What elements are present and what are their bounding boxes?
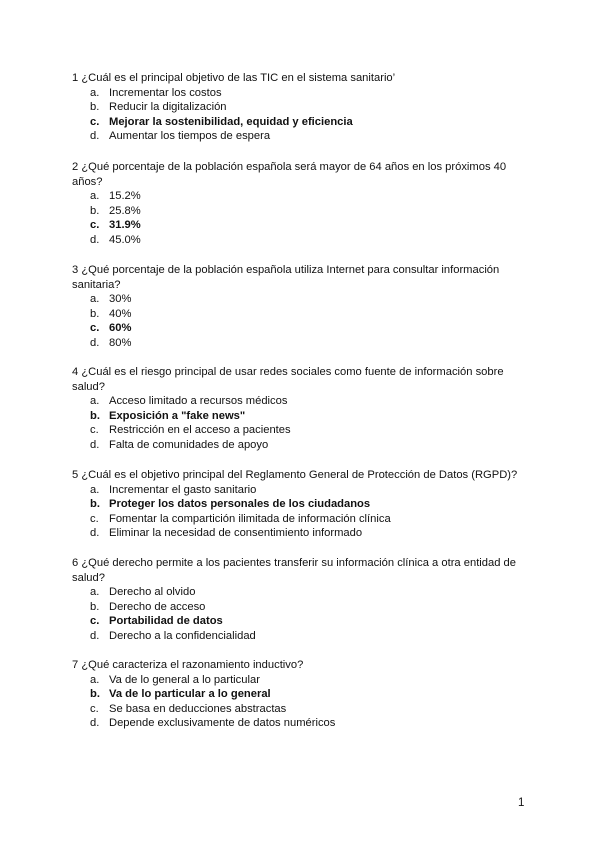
option-letter: d. xyxy=(90,233,100,246)
option-b-correct xyxy=(72,497,528,512)
option-letter: b. xyxy=(90,498,100,510)
option-text: 30% xyxy=(109,293,132,305)
option-letter: c. xyxy=(90,615,100,627)
option-b-correct xyxy=(72,687,528,702)
options-list xyxy=(72,394,528,452)
option-a xyxy=(72,86,528,101)
question-text: 5 ¿Cuál es el objetivo principal del Reglamento General de Protección de Datos (RGPD)? xyxy=(72,469,518,481)
option-text: Se basa en deducciones abstractas xyxy=(109,702,287,715)
option-letter: c. xyxy=(90,322,100,334)
option-c-correct xyxy=(72,321,528,336)
question-3 xyxy=(72,263,528,350)
option-c-correct xyxy=(72,218,528,233)
option-text: Derecho a la confidencialidad xyxy=(109,629,256,642)
options-list xyxy=(72,86,528,144)
option-letter: c. xyxy=(90,702,99,715)
option-letter: a. xyxy=(90,586,100,598)
question-text: 2 ¿Qué porcentaje de la población española será mayor de 64 años en los próximos 40 años? xyxy=(72,161,507,188)
option-text: Acceso limitado a recursos médicos xyxy=(109,395,288,407)
option-text: Incrementar el gasto sanitario xyxy=(109,483,257,496)
option-letter: b. xyxy=(90,101,100,113)
page-number: 1 xyxy=(518,797,525,809)
option-a xyxy=(72,483,528,498)
option-letter: b. xyxy=(90,688,100,700)
option-text: Aumentar los tiempos de espera xyxy=(109,130,271,142)
option-letter: d. xyxy=(90,527,100,539)
option-text: Reducir la digitalización xyxy=(109,101,227,113)
option-letter: a. xyxy=(90,293,100,305)
options-list xyxy=(72,292,528,350)
option-b-correct xyxy=(72,409,528,424)
option-d xyxy=(72,336,528,351)
question-2 xyxy=(72,160,528,247)
option-c-correct xyxy=(72,614,528,629)
option-a xyxy=(72,394,528,409)
option-letter: b. xyxy=(90,409,100,422)
option-letter: b. xyxy=(90,600,100,613)
option-d xyxy=(72,629,528,644)
option-text: Eliminar la necesidad de consentimiento informado xyxy=(109,527,363,539)
option-text: Portabilidad de datos xyxy=(109,615,223,627)
option-letter: d. xyxy=(90,130,100,142)
option-letter: d. xyxy=(90,336,100,349)
question-text: 3 ¿Qué porcentaje de la población española utiliza Internet para consultar información sanitaria? xyxy=(72,264,500,291)
option-b xyxy=(72,600,528,615)
option-b xyxy=(72,307,528,322)
option-d xyxy=(72,233,528,248)
option-letter: a. xyxy=(90,395,100,407)
options-list xyxy=(72,189,528,247)
option-a xyxy=(72,189,528,204)
question-text: 6 ¿Qué derecho permite a los pacientes transferir su información clínica a otra entidad de salud? xyxy=(72,557,517,584)
options-list xyxy=(72,483,528,541)
option-d xyxy=(72,716,528,731)
option-d xyxy=(72,129,528,144)
option-c-correct xyxy=(72,115,528,130)
option-letter: c. xyxy=(90,219,100,231)
question-text: 7 ¿Qué caracteriza el razonamiento inductivo? xyxy=(72,659,304,671)
option-a xyxy=(72,585,528,600)
option-text: Falta de comunidades de apoyo xyxy=(109,438,269,451)
option-letter: a. xyxy=(90,483,100,496)
options-list xyxy=(72,585,528,643)
options-list xyxy=(72,673,528,731)
option-b xyxy=(72,100,528,115)
option-letter: b. xyxy=(90,307,100,320)
option-a xyxy=(72,292,528,307)
option-text: 25.8% xyxy=(109,204,141,217)
question-1 xyxy=(72,71,528,144)
option-text: 15.2% xyxy=(109,190,141,202)
option-letter: c. xyxy=(90,424,99,436)
option-text: 45.0% xyxy=(109,233,141,246)
question-text: 4 ¿Cuál es el riesgo principal de usar redes sociales como fuente de información sobre salud? xyxy=(72,366,504,393)
option-b xyxy=(72,204,528,219)
option-text: Proteger los datos personales de los ciudadanos xyxy=(109,498,371,510)
option-text: Incrementar los costos xyxy=(109,86,222,99)
option-letter: d. xyxy=(90,717,100,729)
option-d xyxy=(72,438,528,453)
option-text: Depende exclusivamente de datos numéricos xyxy=(109,717,336,729)
option-text: Fomentar la compartición ilimitada de información clínica xyxy=(109,512,391,525)
option-c xyxy=(72,702,528,717)
option-letter: a. xyxy=(90,86,100,99)
option-text: Va de lo general a lo particular xyxy=(109,673,260,686)
option-text: Mejorar la sostenibilidad, equidad y eficiencia xyxy=(109,115,353,128)
option-letter: c. xyxy=(90,512,99,525)
option-c xyxy=(72,512,528,527)
question-4 xyxy=(72,365,528,452)
question-5 xyxy=(72,468,528,541)
option-letter: a. xyxy=(90,190,100,202)
option-letter: d. xyxy=(90,629,100,642)
option-text: 31.9% xyxy=(109,219,141,231)
option-d xyxy=(72,526,528,541)
option-text: Derecho de acceso xyxy=(109,600,206,613)
option-letter: a. xyxy=(90,673,100,686)
option-letter: b. xyxy=(90,204,100,217)
option-text: Restricción en el acceso a pacientes xyxy=(109,424,291,436)
option-text: Va de lo particular a lo general xyxy=(109,688,271,700)
question-6 xyxy=(72,556,528,643)
option-text: 60% xyxy=(109,322,132,334)
question-text: 1 ¿Cuál es el principal objetivo de las TIC en el sistema sanitario’ xyxy=(72,72,396,84)
option-letter: d. xyxy=(90,438,100,451)
option-text: 80% xyxy=(109,336,132,349)
option-text: Derecho al olvido xyxy=(109,586,196,598)
option-letter: c. xyxy=(90,115,100,128)
option-c xyxy=(72,423,528,438)
question-7 xyxy=(72,658,528,731)
option-text: 40% xyxy=(109,307,132,320)
option-text: Exposición a "fake news" xyxy=(109,409,246,422)
option-a xyxy=(72,673,528,688)
